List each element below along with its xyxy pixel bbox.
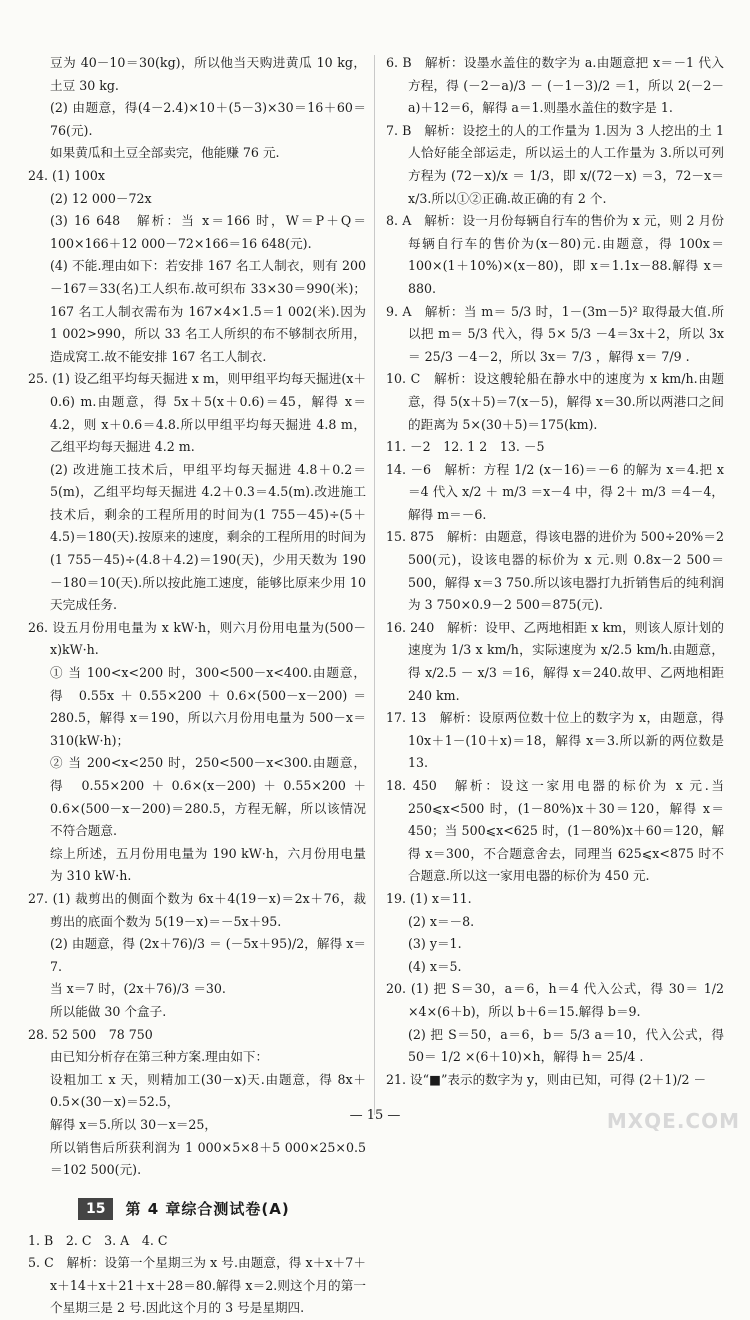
answer-paragraph: (4) 不能.理由如下：若安排 167 名工人制衣，则有 200－167＝33(名)工人织布.故可织布 33×30＝990(米)；167 名工人制衣需布为 167×4×1.5＝1 002(米).因为 1 002>990，所以 33 名工人所织的布不够制衣所用，造成窝工.故不能安排 167 名工人制衣. bbox=[50, 258, 366, 364]
answer-paragraph: 11. －2 12. 1 2 13. －5 bbox=[386, 439, 545, 455]
answer-paragraph: 所以能做 30 个盒子. bbox=[50, 1003, 167, 1019]
answer-paragraph: 18. 450 解析：设这一家用电器的标价为 x 元.当 250⩽x<500 时，(1－80%)x＋30＝120，解得 x＝450；当 500⩽x<625 时，(1－80%)x＋60＝120，解得 x＝300，不合题意舍去，同理当 625⩽x<875 时不合题意.所以这一家用电器的标价为 450 元. bbox=[386, 778, 724, 884]
answer-paragraph: 解得 x＝5.所以 30－x＝25， bbox=[50, 1116, 218, 1132]
test-answers bbox=[28, 1230, 366, 1320]
left-answers bbox=[28, 52, 366, 1182]
answer-paragraph: 15. 875 解析：由题意，得该电器的进价为 500÷20%＝2 500(元)，设该电器的标价为 x 元.则 0.8x－2 500＝500，解得 x＝3 750.所以该电器打九折销售后的纯利润为 3 750×0.9－2 500＝875(元). bbox=[386, 529, 724, 613]
answer-paragraph: 10. C 解析：设这艘轮船在静水中的速度为 x km/h.由题意，得 5(x＋5)＝7(x－5)，解得 x＝30.所以两港口之间的距离为 5×(30＋5)＝175(km). bbox=[386, 371, 724, 432]
answer-paragraph: (2) 把 S＝50，a＝6，b＝ 5/3 a＝10，代入公式，得 50＝ 1/2 ×(6＋10)×h，解得 h＝ 25/4 . bbox=[408, 1026, 724, 1065]
answer-paragraph: (2) 12 000－72x bbox=[50, 190, 152, 206]
left-column bbox=[28, 52, 366, 1320]
watermark-logo: MXQE.COM bbox=[606, 1109, 740, 1133]
answer-paragraph: 豆为 40－10＝30(kg)，所以他当天购进黄瓜 10 kg，土豆 30 kg. bbox=[50, 55, 366, 93]
answer-paragraph: 综上所述，五月份用电量为 190 kW·h，六月份用电量为 310 kW·h. bbox=[50, 845, 366, 884]
answer-paragraph: 由已知分析存在第三种方案.理由如下： bbox=[50, 1049, 269, 1065]
answer-paragraph: 7. B 解析：设挖土的人的工作量为 1.因为 3 人挖出的土 1 人恰好能全部运走，所以运土的人工作量为 3.所以可列方程为 (72－x)/x ＝ 1/3，即 x/(72－x) ＝3，72－x＝ x/3.所以①②正确.故正确的有 2 个. bbox=[386, 122, 724, 206]
answer-paragraph: 8. A 解析：设一月份每辆自行车的售价为 x 元，则 2 月份每辆自行车的售价为(x－80)元.由题意，得 100x＝100×(1＋10%)×(x－80)，即 x＝1.1x－88.解得 x＝880. bbox=[386, 213, 724, 296]
answer-paragraph: 28. 52 500 78 750 bbox=[28, 1026, 153, 1042]
answer-paragraph: (2) x＝－8. bbox=[408, 913, 475, 929]
column-divider bbox=[374, 55, 375, 1115]
section-number: 15 bbox=[78, 1198, 113, 1220]
answer-paragraph: 6. B 解析：设墨水盖住的数字为 a.由题意把 x＝－1 代入方程，得 (－2－a)/3 － (－1－3)/2 ＝1，所以 2(－2－a)＋12＝6，解得 a＝1.则墨水盖住的数字是 1. bbox=[386, 55, 724, 116]
answer-paragraph: (2) 由题意，得(4－2.4)×10＋(5－3)×30＝16＋60＝76(元). bbox=[50, 100, 366, 138]
answer-paragraph: 21. 设“■”表示的数字为 y，则由已知，可得 (2＋1)/2 － bbox=[386, 1071, 707, 1087]
answer-paragraph: 如果黄瓜和土豆全部卖完，他能赚 76 元. bbox=[50, 145, 280, 161]
section-header bbox=[28, 1198, 366, 1220]
answer-paragraph: 20. (1) 把 S＝30，a＝6，h＝4 代入公式，得 30＝ 1/2 ×4×(6＋b)，所以 b＋6＝15.解得 b＝9. bbox=[386, 981, 724, 1019]
answer-paragraph: ② 当 200<x<250 时，250<500－x<300.由题意，得 0.55×200＋0.6×(x－200)＋0.55×200＋0.6×(500－x－200)＝280.5，方程无解，所以该情况不符合题意. bbox=[50, 755, 366, 839]
answer-paragraph: 5. C 解析：设第一个星期三为 x 号.由题意，得 x＋x＋7＋x＋14＋x＋21＋x＋28＝80.解得 x＝2.则这个月的第一个星期三是 2 号.因此这个月的 3 号是星期四. bbox=[28, 1255, 366, 1316]
answer-paragraph: (2) 改进施工技术后，甲组平均每天掘进 4.8＋0.2＝5(m)，乙组平均每天掘进 4.2＋0.3＝4.5(m).改进施工技术后，剩余的工程所用的时间为(1 755－45)÷(5＋4.5)＝180(天).按原来的速度，剩余的工程所用的时间为(1 755－45)÷(4.8＋4.2)＝190(天)，少用天数为 190－180＝10(天).所以按此施工速度，能够比原来少用 10 天完成任务. bbox=[50, 461, 366, 613]
answer-paragraph: 27. (1) 裁剪出的侧面个数为 6x＋4(19－x)＝2x＋76，裁剪出的底面个数为 5(19－x)＝－5x＋95. bbox=[28, 890, 366, 929]
answer-paragraph: 9. A 解析：当 m＝ 5/3 时，1－(3m－5)² 取得最大值.所以把 m＝ 5/3 代入，得 5× 5/3 －4＝3x＋2，所以 3x＝ 25/3 －4－2，所以 3x＝ 7/3 ，解得 x＝ 7/9 . bbox=[386, 303, 724, 364]
section-title: 第 4 章综合测试卷(A) bbox=[125, 1200, 290, 1219]
answer-paragraph: 24. (1) 100x bbox=[28, 167, 106, 183]
answer-paragraph: (4) x＝5. bbox=[408, 958, 462, 974]
answer-paragraph: 26. 设五月份用电量为 x kW·h，则六月份用电量为(500－x)kW·h. bbox=[28, 619, 366, 658]
right-answers bbox=[386, 52, 724, 1091]
answer-paragraph: 所以销售后所获利润为 1 000×5×8＋5 000×25×0.5＝102 500(元). bbox=[50, 1139, 366, 1178]
answer-paragraph: 25. (1) 设乙组平均每天掘进 x m，则甲组平均每天掘进(x＋0.6) m.由题意，得 5x＋5(x＋0.6)＝45，解得 x＝4.2，则 x＋0.6＝4.8.所以甲组平均每天掘进 4.8 m，乙组平均每天掘进 4.2 m. bbox=[28, 371, 366, 455]
answer-paragraph: ① 当 100<x<200 时，300<500－x<400.由题意，得 0.55x＋0.55×200＋0.6×(500－x－200)＝280.5，解得 x＝190，所以六月份用电量为 500－x＝310(kW·h)； bbox=[50, 665, 366, 748]
right-column bbox=[386, 52, 724, 1091]
page-number: — 15 — bbox=[349, 1108, 401, 1123]
answer-paragraph: (3) 16 648 解析：当 x＝166 时，W＝P＋Q＝100×166＋12 000－72×166＝16 648(元). bbox=[50, 213, 366, 251]
answer-paragraph: 1. B 2. C 3. A 4. C bbox=[28, 1232, 168, 1248]
answer-paragraph: 17. 13 解析：设原两位数十位上的数字为 x，由题意，得 10x＋1－(10＋x)＝18，解得 x＝3.所以新的两位数是 13. bbox=[386, 710, 724, 771]
answer-paragraph: 19. (1) x＝11. bbox=[386, 890, 472, 906]
answer-paragraph: (2) 由题意，得 (2x＋76)/3 ＝ (－5x＋95)/2，解得 x＝7. bbox=[50, 936, 366, 974]
answer-paragraph: 设粗加工 x 天，则精加工(30－x)天.由题意，得 8x＋0.5×(30－x)＝52.5， bbox=[50, 1071, 366, 1110]
answer-paragraph: 14. －6 解析：方程 1/2 (x－16)＝－6 的解为 x＝4.把 x＝4 代入 x/2 ＋ m/3 ＝x－4 中，得 2＋ m/3 ＝4－4，解得 m＝－6. bbox=[386, 461, 724, 522]
answer-paragraph: 16. 240 解析：设甲、乙两地相距 x km，则该人原计划的速度为 1/3 x km/h，实际速度为 x/2.5 km/h.由题意，得 x/2.5 － x/3 ＝16，解得 x＝240.故甲、乙两地相距 240 km. bbox=[386, 619, 724, 703]
answer-paragraph: 当 x＝7 时，(2x＋76)/3 ＝30. bbox=[50, 981, 226, 997]
answer-paragraph: (3) y＝1. bbox=[408, 936, 462, 952]
